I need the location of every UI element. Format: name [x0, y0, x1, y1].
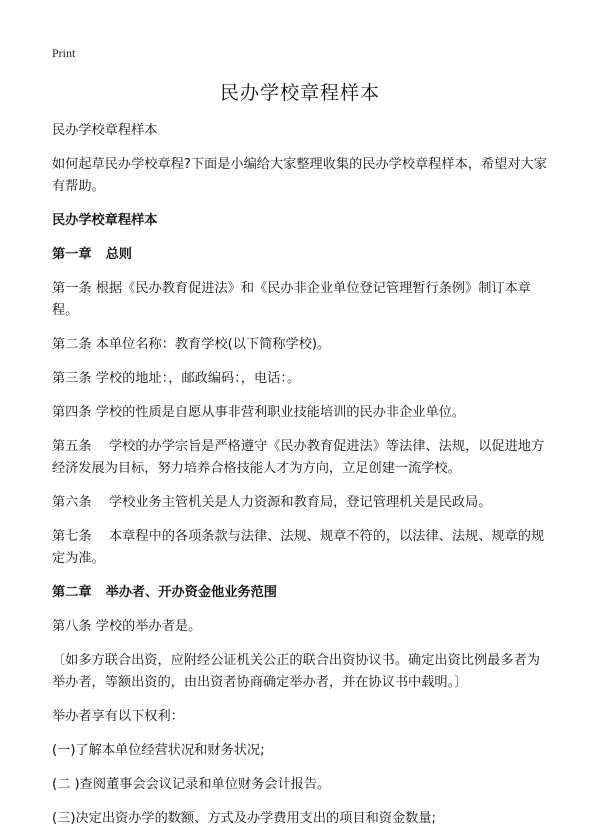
intro-paragraph: 如何起草民办学校章程?下面是小编给大家整理收集的民办学校章程样本，希望对大家有帮助。 [52, 157, 547, 194]
chapter-2-number: 第二章 [52, 585, 92, 600]
article-8: 第八条 学校的举办者是。 [52, 619, 202, 634]
chapter-2-heading [52, 582, 552, 604]
article-2: 第二条 本单位名称：教育学校(以下简称学校)。 [52, 337, 331, 352]
article-5: 第五条 学校的办学宗旨是严格遵守《民办教育促进法》等法律、法规，以促进地方经济发展为目标，努力培养合格技能人才为方向，立足创建一流学校。 [52, 439, 545, 476]
note-paragraph: 〔如多方联合出资，应附经公证机关公正的联合出资协议书。确定出资比例最多者为举办者，等额出资的，由出资者协商确定举办者，并在协议书中载明。〕 [52, 653, 540, 690]
chapter-1-heading [52, 244, 552, 266]
right-item-1: (一)了解本单位经营状况和财务状况; [52, 743, 265, 758]
document-body [52, 120, 552, 828]
article-1: 第一条 根据《民办教育促进法》和《民办非企业单位登记管理暂行条例》制订本章程。 [52, 281, 531, 318]
article-3: 第三条 学校的地址：，邮政编码：，电话：。 [52, 371, 301, 386]
document-subtitle: 民办学校章程样本 [52, 123, 158, 138]
section-heading: 民办学校章程样本 [52, 213, 158, 228]
rights-intro: 举办者享有以下权利： [52, 709, 184, 724]
print-link[interactable]: Print [52, 46, 76, 60]
article-4: 第四条 学校的性质是自愿从事非营利职业技能培训的民办非企业单位。 [52, 405, 466, 420]
page-title: 民办学校章程样本 [219, 82, 380, 104]
chapter-1-title: 总则 [105, 247, 132, 262]
right-item-2: (二 )查阅董事会会议记录和单位财务会计报告。 [52, 777, 331, 792]
chapter-1-number: 第一章 [52, 247, 92, 262]
chapter-2-title: 举办者、开办资金他业务范围 [105, 585, 277, 600]
right-item-3: (三)决定出资办学的数额、方式及办学费用支出的项目和资金数量; [52, 811, 436, 826]
article-7: 第七条 本章程中的各项条款与法律、法规、规章不符的，以法律、法规、规章的规定为准。 [52, 529, 545, 566]
article-6: 第六条 学校业务主管机关是人力资源和教育局，登记管理机关是民政局。 [52, 495, 492, 510]
